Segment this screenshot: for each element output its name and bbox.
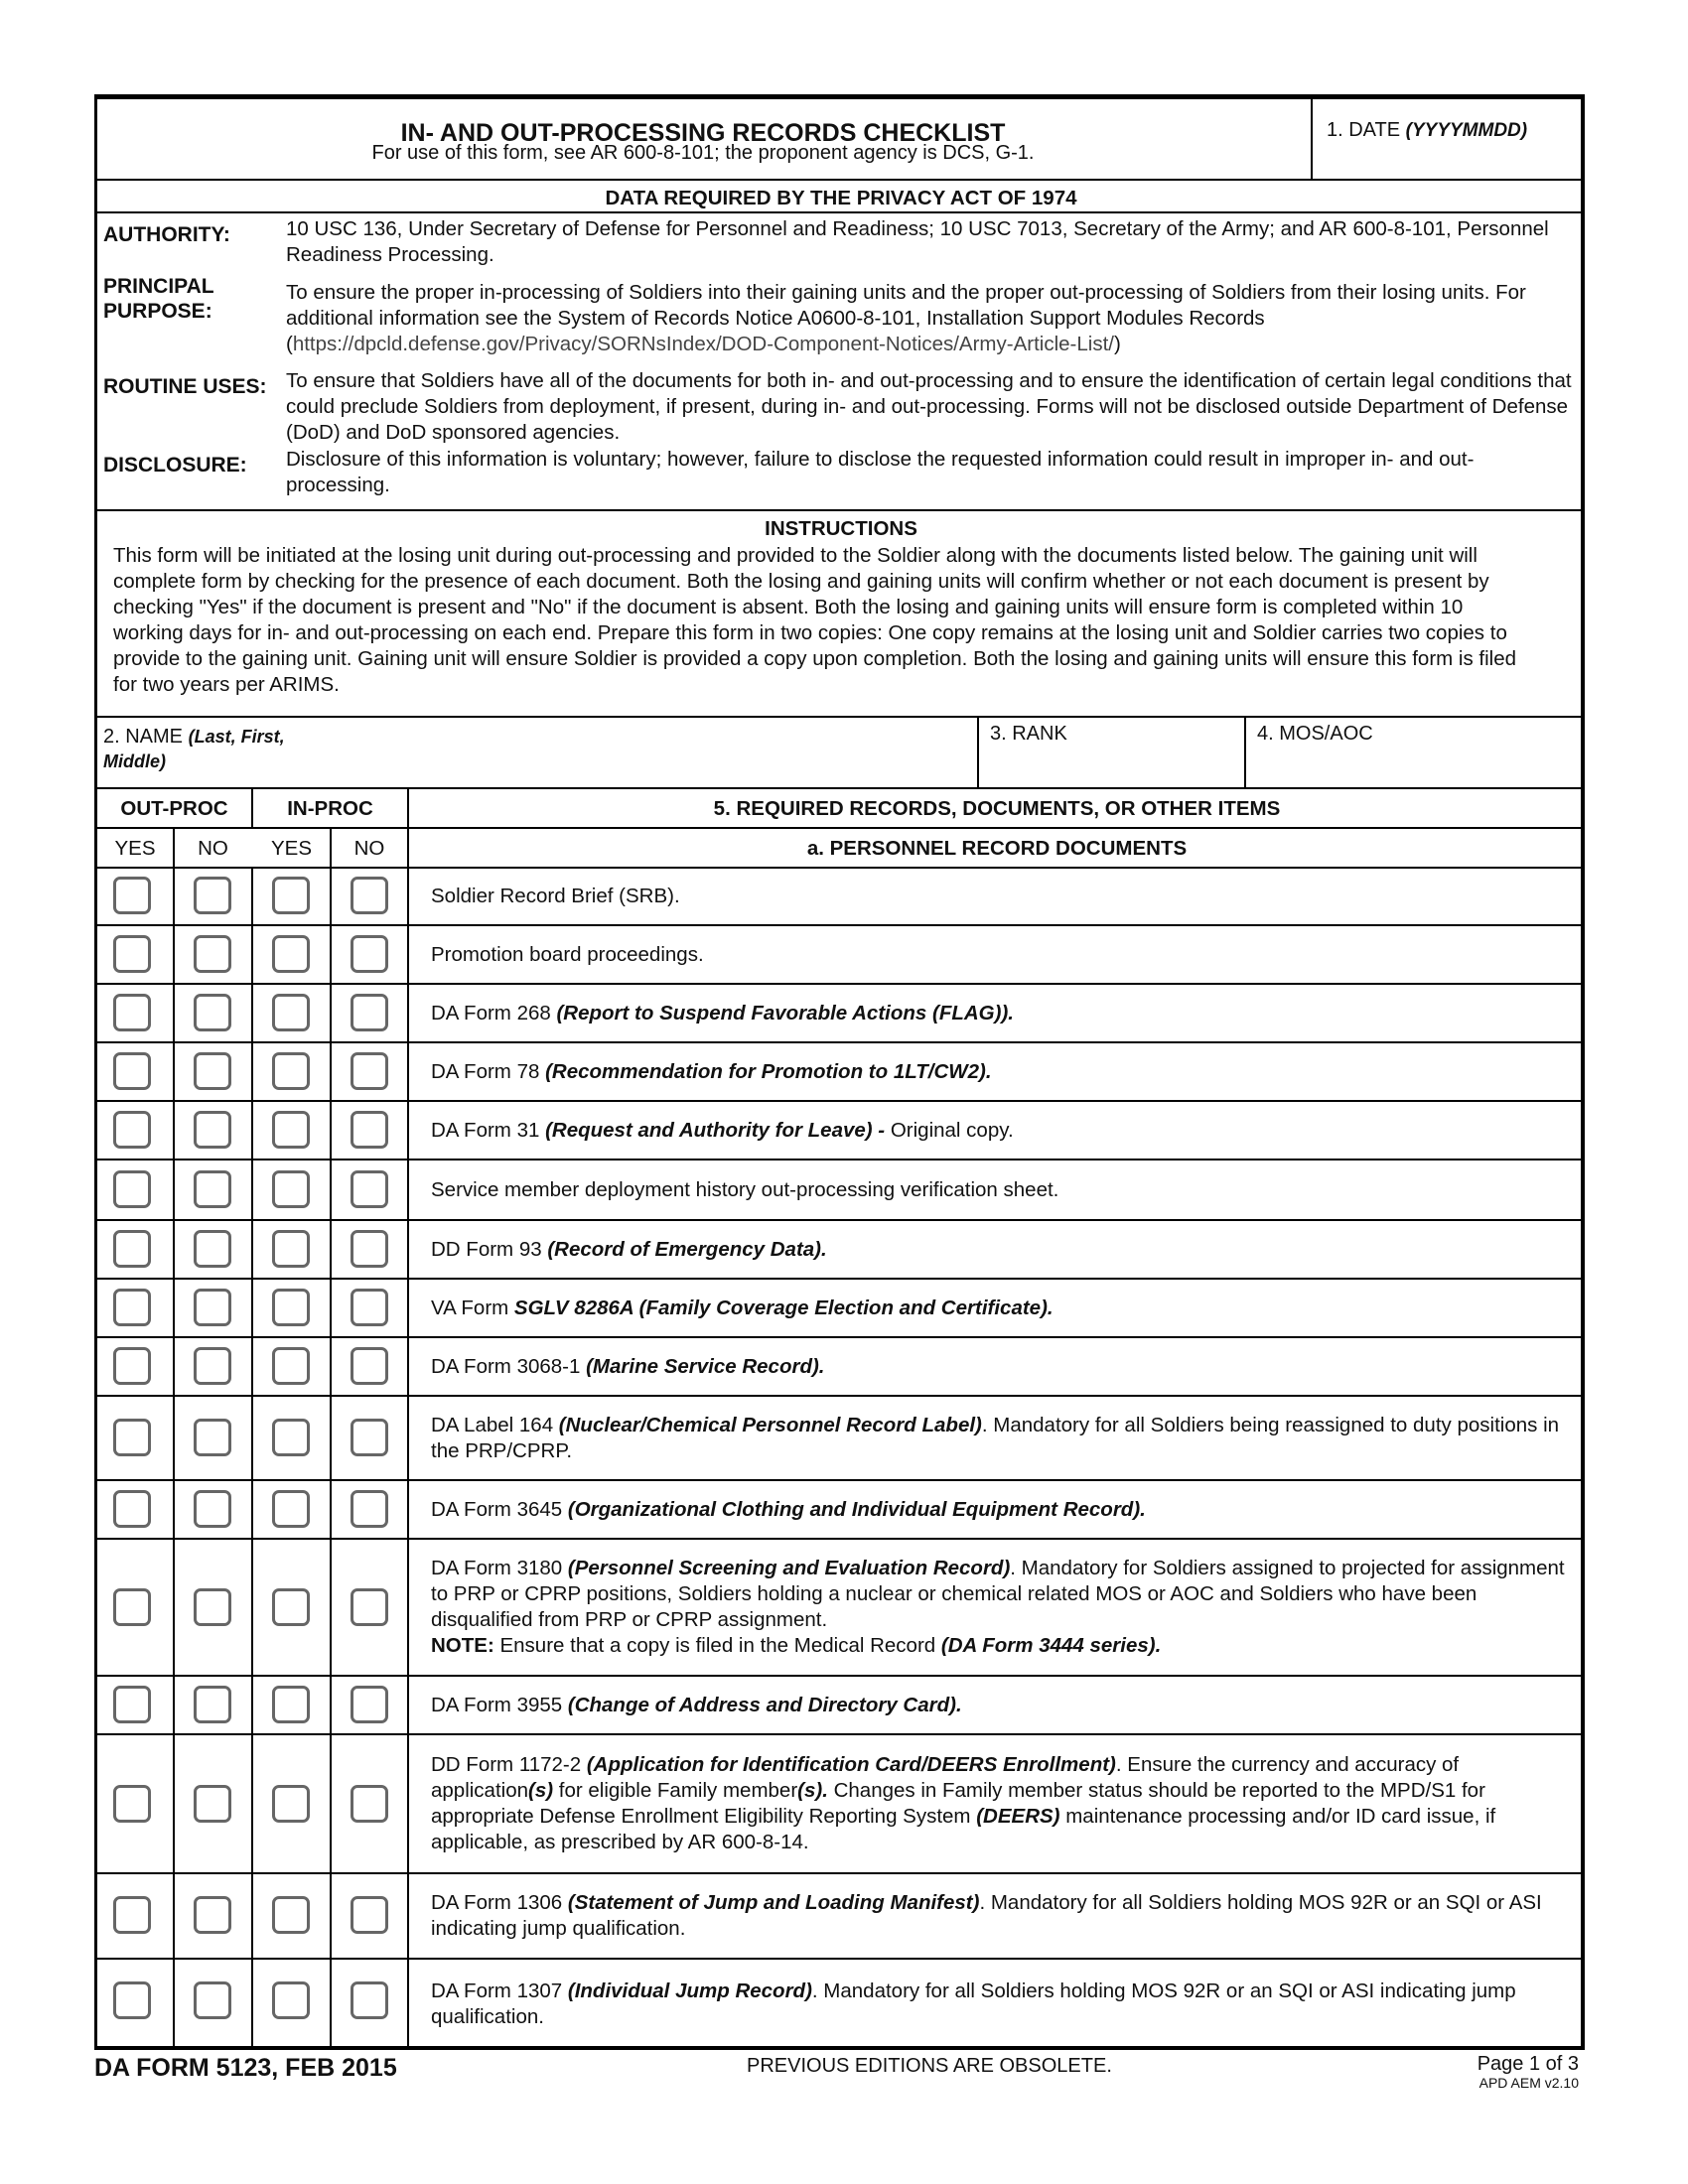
item-description: DA Form 31 (Request and Authority for Leave) - Original copy. bbox=[431, 1118, 1014, 1142]
out-proc-yes-checkbox[interactable] bbox=[113, 1170, 151, 1208]
item-description: DA Form 268 (Report to Suspend Favorable Actions (FLAG)). bbox=[431, 1001, 1014, 1024]
out-proc-no-checkbox[interactable] bbox=[194, 1588, 231, 1626]
out-proc-yes-checkbox[interactable] bbox=[113, 1052, 151, 1090]
out-proc-yes-checkbox[interactable] bbox=[113, 877, 151, 914]
item-description: DA Label 164 (Nuclear/Chemical Personnel Record Label). Mandatory for all Soldiers being reassigned to duty positions in the PRP/CPRP. bbox=[431, 1413, 1560, 1462]
table-row bbox=[97, 1160, 1581, 1221]
item-description: DA Form 78 (Recommendation for Promotion to 1LT/CW2). bbox=[431, 1059, 992, 1083]
out-proc-no-checkbox[interactable] bbox=[194, 1686, 231, 1723]
out-proc-no-checkbox[interactable] bbox=[194, 1230, 231, 1268]
in-proc-no-checkbox[interactable] bbox=[351, 1490, 388, 1528]
item-description: DD Form 1172-2 (Application for Identification Card/DEERS Enrollment). Ensure the currency and accuracy of application(s) for eligible Family member(s). Changes in Family member status should be reported to the MPD/S1 for appropriate Defense Enrollment Eligibility Reporting System (DEERS) maintenance processing and/or ID card issue, if applicable, as prescribed by AR 600-8-14. bbox=[431, 1753, 1496, 1853]
out-proc-yes-checkbox[interactable] bbox=[113, 1785, 151, 1823]
in-proc-yes-checkbox[interactable] bbox=[272, 1981, 310, 2019]
table-row bbox=[97, 869, 1581, 926]
in-proc-yes-checkbox[interactable] bbox=[272, 1588, 310, 1626]
in-no-header: NO bbox=[353, 837, 385, 860]
out-proc-no-checkbox[interactable] bbox=[194, 1419, 231, 1456]
out-proc-yes-checkbox[interactable] bbox=[113, 1981, 151, 2019]
in-yes-header: YES bbox=[270, 837, 313, 860]
table-row bbox=[97, 1221, 1581, 1280]
in-proc-yes-checkbox[interactable] bbox=[272, 1052, 310, 1090]
out-proc-header: OUT-PROC bbox=[120, 797, 228, 820]
in-proc-no-checkbox[interactable] bbox=[351, 1896, 388, 1934]
authority-text: 10 USC 136, Under Secretary of Defense for Personnel and Readiness; 10 USC 7013, Secretary of the Army; and AR 600-8-101, Personnel Readiness Processing. bbox=[286, 217, 1549, 266]
in-proc-no-checkbox[interactable] bbox=[351, 1347, 388, 1385]
out-proc-yes-checkbox[interactable] bbox=[113, 1490, 151, 1528]
routine-uses-label: ROUTINE USES: bbox=[103, 375, 267, 398]
in-proc-yes-checkbox[interactable] bbox=[272, 1686, 310, 1723]
disclosure-text: Disclosure of this information is voluntary; however, failure to disclose the requested information could result in improper in- and out-processing. bbox=[286, 448, 1475, 496]
version-label: APD AEM v2.10 bbox=[1478, 2075, 1579, 2091]
item-description: Service member deployment history out-processing verification sheet. bbox=[431, 1177, 1059, 1201]
table-row bbox=[97, 1338, 1581, 1397]
item-description: VA Form SGLV 8286A (Family Coverage Election and Certificate). bbox=[431, 1296, 1054, 1319]
in-proc-yes-checkbox[interactable] bbox=[272, 1490, 310, 1528]
disclosure-label: DISCLOSURE: bbox=[103, 454, 247, 477]
out-proc-no-checkbox[interactable] bbox=[194, 1896, 231, 1934]
out-proc-no-checkbox[interactable] bbox=[194, 1052, 231, 1090]
routine-uses-text: To ensure that Soldiers have all of the documents for both in- and out-processing and to ensure the identification of certain legal conditions that could preclude Soldiers from deployment, if present, during in- and out-processing. Forms will not be disclosed outside Department of Defense (DoD) and DoD sponsored agencies. bbox=[286, 369, 1572, 444]
form-title: IN- AND OUT-PROCESSING RECORDS CHECKLIST bbox=[400, 119, 1006, 147]
in-proc-no-checkbox[interactable] bbox=[351, 1686, 388, 1723]
table-row bbox=[97, 985, 1581, 1043]
table-row bbox=[97, 1102, 1581, 1160]
instructions-text: This form will be initiated at the losing unit during out-processing and provided to the Soldier along with the documents listed below. The gaining unit will complete form by checking for the presence of each document. Both the losing and gaining units will confirm whether or not each document is present by checking "Yes" if the document is present and "No" if the document is absent. Both the losing and gaining units will ensure form is completed within 10 working days for in- and out-processing on each end. Prepare this form in two copies: One copy remains at the losing unit and Soldier carries two copies to provide to the gaining unit. Gaining unit will ensure Soldier is provided a copy upon completion. Both the losing and gaining units will ensure this form is filed for two years per ARIMS. bbox=[113, 544, 1517, 696]
out-proc-yes-checkbox[interactable] bbox=[113, 1588, 151, 1626]
in-proc-no-checkbox[interactable] bbox=[351, 994, 388, 1031]
in-proc-no-checkbox[interactable] bbox=[351, 1588, 388, 1626]
in-proc-yes-checkbox[interactable] bbox=[272, 1419, 310, 1456]
in-proc-no-checkbox[interactable] bbox=[351, 1170, 388, 1208]
personnel-record-documents-header: a. PERSONNEL RECORD DOCUMENTS bbox=[806, 837, 1188, 860]
out-proc-no-checkbox[interactable] bbox=[194, 1490, 231, 1528]
in-proc-yes-checkbox[interactable] bbox=[272, 1230, 310, 1268]
out-proc-no-checkbox[interactable] bbox=[194, 1981, 231, 2019]
name-label: 2. NAME bbox=[103, 726, 184, 748]
table-row bbox=[97, 1043, 1581, 1102]
out-proc-yes-checkbox[interactable] bbox=[113, 1289, 151, 1326]
date-field[interactable] bbox=[1327, 119, 1527, 142]
date-label: 1. DATE bbox=[1327, 119, 1401, 141]
out-proc-yes-checkbox[interactable] bbox=[113, 994, 151, 1031]
in-proc-yes-checkbox[interactable] bbox=[272, 1170, 310, 1208]
rank-label: 3. RANK bbox=[990, 723, 1067, 745]
item-description: Soldier Record Brief (SRB). bbox=[431, 885, 680, 907]
rank-field[interactable] bbox=[990, 723, 1067, 746]
item-description: DD Form 93 (Record of Emergency Data). bbox=[431, 1237, 827, 1261]
in-proc-yes-checkbox[interactable] bbox=[272, 935, 310, 973]
out-proc-no-checkbox[interactable] bbox=[194, 877, 231, 914]
page-number: Page 1 of 3 bbox=[1477, 2053, 1579, 2075]
note-label: NOTE: bbox=[431, 1634, 494, 1657]
form-subtitle: For use of this form, see AR 600-8-101; the proponent agency is DCS, G-1. bbox=[371, 142, 1035, 164]
out-proc-yes-checkbox[interactable] bbox=[113, 1419, 151, 1456]
in-proc-no-checkbox[interactable] bbox=[351, 1981, 388, 2019]
item-description: DA Form 3180 (Personnel Screening and Evaluation Record). Mandatory for Soldiers assigned to projected for assignment to PRP or CPRP positions, Soldiers holding a nuclear or chemical related MOS or AOC and Soldiers who have been disqualified from PRP or CPRP assignment. NOTE: Ensure that a copy is filed in the Medical Record (DA Form 3444 series). bbox=[431, 1557, 1565, 1657]
in-proc-yes-checkbox[interactable] bbox=[272, 877, 310, 914]
in-proc-yes-checkbox[interactable] bbox=[272, 1111, 310, 1149]
item-description: Promotion board proceedings. bbox=[431, 942, 704, 966]
out-proc-no-checkbox[interactable] bbox=[194, 935, 231, 973]
in-proc-yes-checkbox[interactable] bbox=[272, 994, 310, 1031]
table-row bbox=[97, 1397, 1581, 1481]
table-row bbox=[97, 1677, 1581, 1735]
out-yes-header: YES bbox=[114, 837, 156, 860]
out-proc-yes-checkbox[interactable] bbox=[113, 1896, 151, 1934]
in-proc-no-checkbox[interactable] bbox=[351, 1419, 388, 1456]
item-description: DA Form 3068-1 (Marine Service Record). bbox=[431, 1354, 825, 1378]
out-proc-no-checkbox[interactable] bbox=[194, 994, 231, 1031]
sorn-link[interactable]: https://dpcld.defense.gov/Privacy/SORNsIndex/DOD-Component-Notices/Army-Article-List/ bbox=[292, 333, 1114, 355]
table-row bbox=[97, 1280, 1581, 1338]
in-proc-no-checkbox[interactable] bbox=[351, 1230, 388, 1268]
in-proc-yes-checkbox[interactable] bbox=[272, 1896, 310, 1934]
in-proc-no-checkbox[interactable] bbox=[351, 1111, 388, 1149]
purpose-label: PRINCIPAL PURPOSE: bbox=[103, 275, 214, 323]
item-description: DA Form 3645 (Organizational Clothing and Individual Equipment Record). bbox=[431, 1497, 1146, 1521]
name-field[interactable]: 2. NAME (Last, First, Middle) bbox=[103, 726, 285, 771]
table-row bbox=[97, 1960, 1581, 2048]
item-description: DA Form 1307 (Individual Jump Record). Mandatory for all Soldiers holding MOS 92R or an SQI or ASI indicating jump qualification. bbox=[431, 1979, 1516, 2028]
privacy-heading: DATA REQUIRED BY THE PRIVACY ACT OF 1974 bbox=[605, 187, 1077, 209]
table-row bbox=[97, 1874, 1581, 1960]
form-frame bbox=[94, 94, 1585, 2050]
out-proc-yes-checkbox[interactable] bbox=[113, 935, 151, 973]
in-proc-no-checkbox[interactable] bbox=[351, 1289, 388, 1326]
out-proc-yes-checkbox[interactable] bbox=[113, 1347, 151, 1385]
required-records-header: 5. REQUIRED RECORDS, DOCUMENTS, OR OTHER ITEMS bbox=[713, 797, 1281, 820]
form-number: DA FORM 5123, FEB 2015 bbox=[94, 2054, 397, 2082]
in-proc-header: IN-PROC bbox=[287, 797, 373, 820]
in-proc-yes-checkbox[interactable] bbox=[272, 1289, 310, 1326]
out-no-header: NO bbox=[198, 837, 228, 860]
in-proc-no-checkbox[interactable] bbox=[351, 935, 388, 973]
mos-aoc-label: 4. MOS/AOC bbox=[1257, 723, 1373, 745]
item-description: DA Form 1306 (Statement of Jump and Loading Manifest). Mandatory for all Soldiers holding MOS 92R or an SQI or ASI indicating jump qualification. bbox=[431, 1891, 1542, 1940]
out-proc-no-checkbox[interactable] bbox=[194, 1785, 231, 1823]
authority-label: AUTHORITY: bbox=[103, 223, 230, 246]
mos-aoc-field[interactable] bbox=[1257, 723, 1373, 746]
in-proc-yes-checkbox[interactable] bbox=[272, 1785, 310, 1823]
table-row bbox=[97, 1735, 1581, 1874]
obsolete-notice: PREVIOUS EDITIONS ARE OBSOLETE. bbox=[747, 2055, 1112, 2077]
instructions-heading: INSTRUCTIONS bbox=[765, 517, 917, 540]
in-proc-no-checkbox[interactable] bbox=[351, 1785, 388, 1823]
table-row bbox=[97, 926, 1581, 985]
date-format-hint: (YYYYMMDD) bbox=[1405, 120, 1528, 141]
out-proc-no-checkbox[interactable] bbox=[194, 1347, 231, 1385]
in-proc-yes-checkbox[interactable] bbox=[272, 1347, 310, 1385]
item-description: DA Form 3955 (Change of Address and Directory Card). bbox=[431, 1693, 962, 1716]
out-proc-no-checkbox[interactable] bbox=[194, 1170, 231, 1208]
purpose-text: To ensure the proper in-processing of Soldiers into their gaining units and the proper out-processing of Soldiers from their losing units. For additional information see the System of Records Notice A0600-8-101, Installation Support Modules Records (https://dpcld.defense.gov/Privacy/SORNsIndex/DOD-Component-Notices/Army-Article-List/) bbox=[286, 281, 1526, 355]
table-row bbox=[97, 1540, 1581, 1677]
table-row bbox=[97, 1481, 1581, 1540]
in-proc-no-checkbox[interactable] bbox=[351, 877, 388, 914]
out-proc-yes-checkbox[interactable] bbox=[113, 1230, 151, 1268]
out-proc-yes-checkbox[interactable] bbox=[113, 1686, 151, 1723]
out-proc-no-checkbox[interactable] bbox=[194, 1289, 231, 1326]
out-proc-no-checkbox[interactable] bbox=[194, 1111, 231, 1149]
out-proc-yes-checkbox[interactable] bbox=[113, 1111, 151, 1149]
in-proc-no-checkbox[interactable] bbox=[351, 1052, 388, 1090]
